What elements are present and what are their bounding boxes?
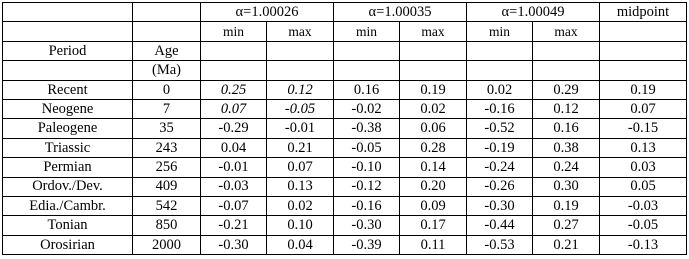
empty-cell: [533, 61, 600, 80]
empty-cell: [201, 61, 267, 80]
min-1-value-cell: -0.07: [201, 196, 267, 215]
period-cell: Orosirian: [3, 235, 133, 254]
min-1-value-cell: -0.21: [201, 216, 267, 235]
age-cell: 850: [133, 216, 201, 235]
age-unit: (Ma): [133, 61, 201, 80]
min-3-value-cell: -0.44: [467, 216, 533, 235]
min-1-value-cell: 0.07: [201, 99, 267, 118]
age-cell: 243: [133, 138, 201, 157]
max-2-value-cell: 0.02: [400, 99, 467, 118]
midpoint-value-cell: 0.03: [600, 158, 687, 177]
midpoint-value-cell: -0.15: [600, 119, 687, 138]
empty-cell: [400, 41, 467, 60]
max-1-value-cell: 0.12: [267, 80, 334, 99]
min-2-value-cell: -0.12: [334, 177, 400, 196]
min-2-value-cell: -0.10: [334, 158, 400, 177]
min-1-value-cell: 0.04: [201, 138, 267, 157]
empty-cell: [600, 61, 687, 80]
alpha-header-2: α=1.00035: [334, 3, 467, 22]
age-cell: 256: [133, 158, 201, 177]
empty-cell: [3, 61, 133, 80]
max-2-value-cell: 0.14: [400, 158, 467, 177]
alpha-header-row: [3, 3, 687, 22]
empty-cell: [3, 3, 133, 22]
data-table: [2, 2, 687, 255]
table-row: [3, 99, 687, 118]
min-3-value-cell: 0.02: [467, 80, 533, 99]
max-1-value-cell: 0.04: [267, 235, 334, 254]
table-row: [3, 119, 687, 138]
max-1-value-cell: 0.10: [267, 216, 334, 235]
min-2-value-cell: -0.30: [334, 216, 400, 235]
max-header: max: [267, 22, 334, 41]
min-3-value-cell: -0.26: [467, 177, 533, 196]
max-3-value-cell: 0.30: [533, 177, 600, 196]
empty-cell: [201, 41, 267, 60]
min-1-value-cell: -0.01: [201, 158, 267, 177]
period-cell: Permian: [3, 158, 133, 177]
min-2-value-cell: -0.16: [334, 196, 400, 215]
empty-cell: [267, 61, 334, 80]
max-1-value-cell: -0.05: [267, 99, 334, 118]
midpoint-header: midpoint: [600, 3, 687, 22]
period-cell: Ordov./Dev.: [3, 177, 133, 196]
empty-cell: [533, 41, 600, 60]
min-3-value-cell: -0.52: [467, 119, 533, 138]
max-2-value-cell: 0.28: [400, 138, 467, 157]
period-header: Period: [3, 41, 133, 60]
period-cell: Triassic: [3, 138, 133, 157]
max-header: max: [400, 22, 467, 41]
min-3-value-cell: -0.30: [467, 196, 533, 215]
period-age-header-row: [3, 41, 687, 60]
max-1-value-cell: 0.21: [267, 138, 334, 157]
midpoint-value-cell: 0.07: [600, 99, 687, 118]
table-row: [3, 80, 687, 99]
max-3-value-cell: 0.29: [533, 80, 600, 99]
max-header: max: [533, 22, 600, 41]
min-3-value-cell: -0.53: [467, 235, 533, 254]
age-cell: 542: [133, 196, 201, 215]
max-3-value-cell: 0.24: [533, 158, 600, 177]
midpoint-value-cell: -0.03: [600, 196, 687, 215]
midpoint-value-cell: 0.13: [600, 138, 687, 157]
min-2-value-cell: -0.38: [334, 119, 400, 138]
table-row: [3, 158, 687, 177]
max-3-value-cell: 0.21: [533, 235, 600, 254]
age-cell: 2000: [133, 235, 201, 254]
empty-cell: [133, 3, 201, 22]
max-2-value-cell: 0.17: [400, 216, 467, 235]
empty-cell: [467, 41, 533, 60]
max-2-value-cell: 0.19: [400, 80, 467, 99]
max-3-value-cell: 0.27: [533, 216, 600, 235]
min-max-header-row: [3, 22, 687, 41]
table-row: [3, 196, 687, 215]
min-3-value-cell: -0.19: [467, 138, 533, 157]
alpha-header-1: α=1.00026: [201, 3, 334, 22]
age-cell: 35: [133, 119, 201, 138]
period-cell: Neogene: [3, 99, 133, 118]
empty-cell: [600, 41, 687, 60]
period-cell: Recent: [3, 80, 133, 99]
period-cell: Paleogene: [3, 119, 133, 138]
table-row: [3, 235, 687, 254]
max-2-value-cell: 0.06: [400, 119, 467, 138]
min-header: min: [334, 22, 400, 41]
empty-cell: [467, 61, 533, 80]
alpha-header-3: α=1.00049: [467, 3, 600, 22]
min-2-value-cell: -0.02: [334, 99, 400, 118]
max-1-value-cell: -0.01: [267, 119, 334, 138]
empty-cell: [267, 41, 334, 60]
max-2-value-cell: 0.11: [400, 235, 467, 254]
table-row: [3, 177, 687, 196]
period-cell: Edia./Cambr.: [3, 196, 133, 215]
min-1-value-cell: -0.03: [201, 177, 267, 196]
max-3-value-cell: 0.12: [533, 99, 600, 118]
age-cell: 7: [133, 99, 201, 118]
midpoint-value-cell: 0.05: [600, 177, 687, 196]
table-row: [3, 138, 687, 157]
empty-cell: [133, 22, 201, 41]
midpoint-value-cell: 0.19: [600, 80, 687, 99]
age-header: Age: [133, 41, 201, 60]
min-1-value-cell: 0.25: [201, 80, 267, 99]
max-1-value-cell: 0.13: [267, 177, 334, 196]
max-1-value-cell: 0.02: [267, 196, 334, 215]
table-row: [3, 216, 687, 235]
max-2-value-cell: 0.20: [400, 177, 467, 196]
min-header: min: [201, 22, 267, 41]
min-3-value-cell: -0.24: [467, 158, 533, 177]
min-2-value-cell: 0.16: [334, 80, 400, 99]
empty-cell: [400, 61, 467, 80]
empty-cell: [334, 61, 400, 80]
midpoint-value-cell: -0.13: [600, 235, 687, 254]
max-3-value-cell: 0.16: [533, 119, 600, 138]
min-3-value-cell: -0.16: [467, 99, 533, 118]
min-2-value-cell: -0.39: [334, 235, 400, 254]
age-cell: 409: [133, 177, 201, 196]
age-cell: 0: [133, 80, 201, 99]
midpoint-value-cell: -0.05: [600, 216, 687, 235]
max-3-value-cell: 0.38: [533, 138, 600, 157]
empty-cell: [334, 41, 400, 60]
max-2-value-cell: 0.09: [400, 196, 467, 215]
min-1-value-cell: -0.30: [201, 235, 267, 254]
max-1-value-cell: 0.07: [267, 158, 334, 177]
empty-cell: [600, 22, 687, 41]
max-3-value-cell: 0.19: [533, 196, 600, 215]
age-unit-row: [3, 61, 687, 80]
table-body: [3, 3, 687, 255]
min-header: min: [467, 22, 533, 41]
min-1-value-cell: -0.29: [201, 119, 267, 138]
period-cell: Tonian: [3, 216, 133, 235]
min-2-value-cell: -0.05: [334, 138, 400, 157]
empty-cell: [3, 22, 133, 41]
